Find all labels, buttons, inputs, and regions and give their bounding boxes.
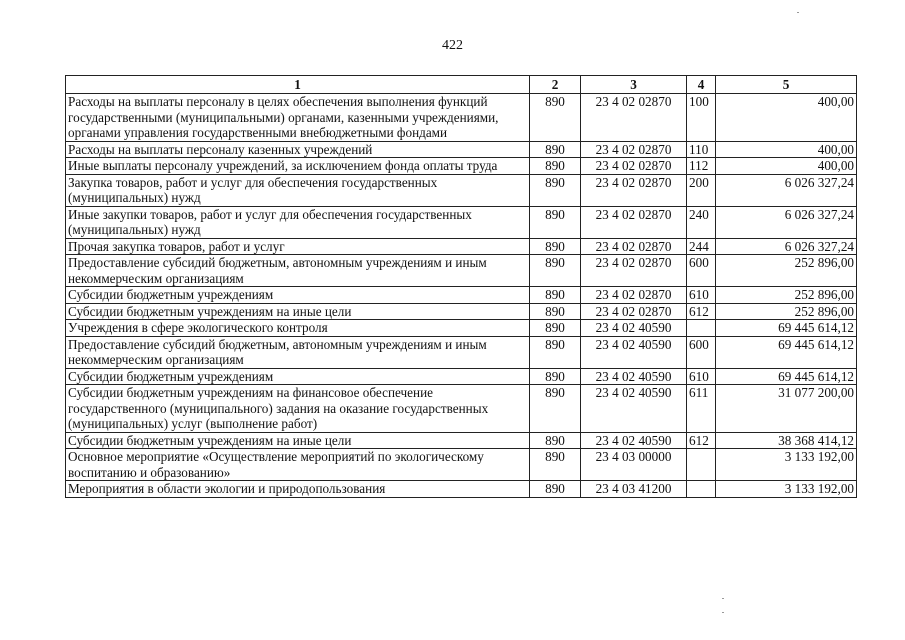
cell-vr — [687, 320, 716, 337]
cell-csr: 23 4 02 02870 — [581, 238, 687, 255]
cell-vr — [687, 449, 716, 481]
cell-name: Предоставление субсидий бюджетным, автономным учреждениям и иным некоммерческим организациям — [66, 336, 530, 368]
table-body — [66, 94, 857, 498]
cell-code: 890 — [530, 336, 581, 368]
cell-vr: 600 — [687, 336, 716, 368]
table-row — [66, 174, 857, 206]
cell-sum: 252 896,00 — [716, 255, 857, 287]
cell-name: Субсидии бюджетным учреждениям на иные цели — [66, 432, 530, 449]
cell-code: 890 — [530, 449, 581, 481]
cell-vr: 612 — [687, 432, 716, 449]
cell-vr: 100 — [687, 94, 716, 142]
cell-sum: 6 026 327,24 — [716, 238, 857, 255]
cell-name: Субсидии бюджетным учреждениям — [66, 287, 530, 304]
table-row — [66, 368, 857, 385]
cell-code: 890 — [530, 320, 581, 337]
cell-sum: 6 026 327,24 — [716, 174, 857, 206]
cell-vr: 200 — [687, 174, 716, 206]
cell-code: 890 — [530, 385, 581, 433]
scan-speck — [722, 612, 724, 613]
cell-vr: 612 — [687, 303, 716, 320]
cell-sum: 400,00 — [716, 94, 857, 142]
table-row — [66, 320, 857, 337]
table-row — [66, 158, 857, 175]
cell-csr: 23 4 02 02870 — [581, 94, 687, 142]
cell-csr: 23 4 02 40590 — [581, 320, 687, 337]
scan-speck — [797, 12, 799, 13]
cell-csr: 23 4 02 02870 — [581, 141, 687, 158]
cell-csr: 23 4 02 02870 — [581, 303, 687, 320]
cell-vr: 240 — [687, 206, 716, 238]
cell-name: Закупка товаров, работ и услуг для обеспечения государственных (муниципальных) нужд — [66, 174, 530, 206]
cell-sum: 69 445 614,12 — [716, 336, 857, 368]
cell-code: 890 — [530, 432, 581, 449]
cell-vr: 110 — [687, 141, 716, 158]
cell-name: Субсидии бюджетным учреждениям — [66, 368, 530, 385]
cell-csr: 23 4 02 40590 — [581, 385, 687, 433]
cell-sum: 252 896,00 — [716, 287, 857, 304]
cell-sum: 69 445 614,12 — [716, 320, 857, 337]
cell-vr: 112 — [687, 158, 716, 175]
cell-code: 890 — [530, 368, 581, 385]
cell-sum: 38 368 414,12 — [716, 432, 857, 449]
cell-vr: 600 — [687, 255, 716, 287]
cell-vr: 611 — [687, 385, 716, 433]
page-number: 422 — [442, 38, 463, 53]
cell-sum: 252 896,00 — [716, 303, 857, 320]
cell-csr: 23 4 02 40590 — [581, 432, 687, 449]
table-row — [66, 94, 857, 142]
cell-code: 890 — [530, 255, 581, 287]
cell-name: Основное мероприятие «Осуществление мероприятий по экологическому воспитанию и образованию» — [66, 449, 530, 481]
cell-name: Предоставление субсидий бюджетным, автономным учреждениям и иным некоммерческим организациям — [66, 255, 530, 287]
cell-csr: 23 4 02 02870 — [581, 206, 687, 238]
cell-vr: 244 — [687, 238, 716, 255]
cell-sum: 3 133 192,00 — [716, 449, 857, 481]
table-row — [66, 449, 857, 481]
table-row — [66, 255, 857, 287]
cell-name: Расходы на выплаты персоналу казенных учреждений — [66, 141, 530, 158]
table-row — [66, 481, 857, 498]
cell-name: Субсидии бюджетным учреждениям на финансовое обеспечение государственного (муниципального) задания на оказание государственных (муниципальных) услуг (выполнение работ) — [66, 385, 530, 433]
cell-code: 890 — [530, 174, 581, 206]
cell-csr: 23 4 03 41200 — [581, 481, 687, 498]
cell-name: Субсидии бюджетным учреждениям на иные цели — [66, 303, 530, 320]
cell-csr: 23 4 02 02870 — [581, 174, 687, 206]
cell-name: Иные закупки товаров, работ и услуг для обеспечения государственных (муниципальных) нужд — [66, 206, 530, 238]
cell-code: 890 — [530, 141, 581, 158]
cell-sum: 69 445 614,12 — [716, 368, 857, 385]
cell-code: 890 — [530, 238, 581, 255]
cell-csr: 23 4 02 40590 — [581, 336, 687, 368]
header-col-2: 2 — [530, 76, 581, 94]
cell-sum: 400,00 — [716, 141, 857, 158]
cell-code: 890 — [530, 303, 581, 320]
cell-csr: 23 4 02 02870 — [581, 287, 687, 304]
cell-code: 890 — [530, 481, 581, 498]
cell-sum: 3 133 192,00 — [716, 481, 857, 498]
table-row — [66, 287, 857, 304]
cell-name: Расходы на выплаты персоналу в целях обеспечения выполнения функций государственными (муниципальными) органами, казенными учреждениями, органами управления государственными внебюджетными фондами — [66, 94, 530, 142]
cell-vr: 610 — [687, 287, 716, 304]
table-row — [66, 238, 857, 255]
table-row — [66, 206, 857, 238]
table-row — [66, 303, 857, 320]
cell-vr — [687, 481, 716, 498]
cell-code: 890 — [530, 206, 581, 238]
table-row — [66, 432, 857, 449]
cell-name: Прочая закупка товаров, работ и услуг — [66, 238, 530, 255]
cell-code: 890 — [530, 94, 581, 142]
cell-vr: 610 — [687, 368, 716, 385]
cell-sum: 400,00 — [716, 158, 857, 175]
cell-name: Иные выплаты персоналу учреждений, за исключением фонда оплаты труда — [66, 158, 530, 175]
header-col-4: 4 — [687, 76, 716, 94]
scan-speck — [722, 598, 724, 599]
table-row — [66, 385, 857, 433]
table-row — [66, 336, 857, 368]
cell-csr: 23 4 02 02870 — [581, 255, 687, 287]
cell-name: Учреждения в сфере экологического контроля — [66, 320, 530, 337]
table-row — [66, 141, 857, 158]
cell-sum: 31 077 200,00 — [716, 385, 857, 433]
header-col-1: 1 — [66, 76, 530, 94]
cell-sum: 6 026 327,24 — [716, 206, 857, 238]
cell-code: 890 — [530, 158, 581, 175]
cell-csr: 23 4 02 02870 — [581, 158, 687, 175]
cell-name: Мероприятия в области экологии и природопользования — [66, 481, 530, 498]
table-header-row — [66, 76, 857, 94]
header-col-5: 5 — [716, 76, 857, 94]
cell-csr: 23 4 02 40590 — [581, 368, 687, 385]
cell-csr: 23 4 03 00000 — [581, 449, 687, 481]
budget-table — [65, 75, 857, 498]
header-col-3: 3 — [581, 76, 687, 94]
cell-code: 890 — [530, 287, 581, 304]
